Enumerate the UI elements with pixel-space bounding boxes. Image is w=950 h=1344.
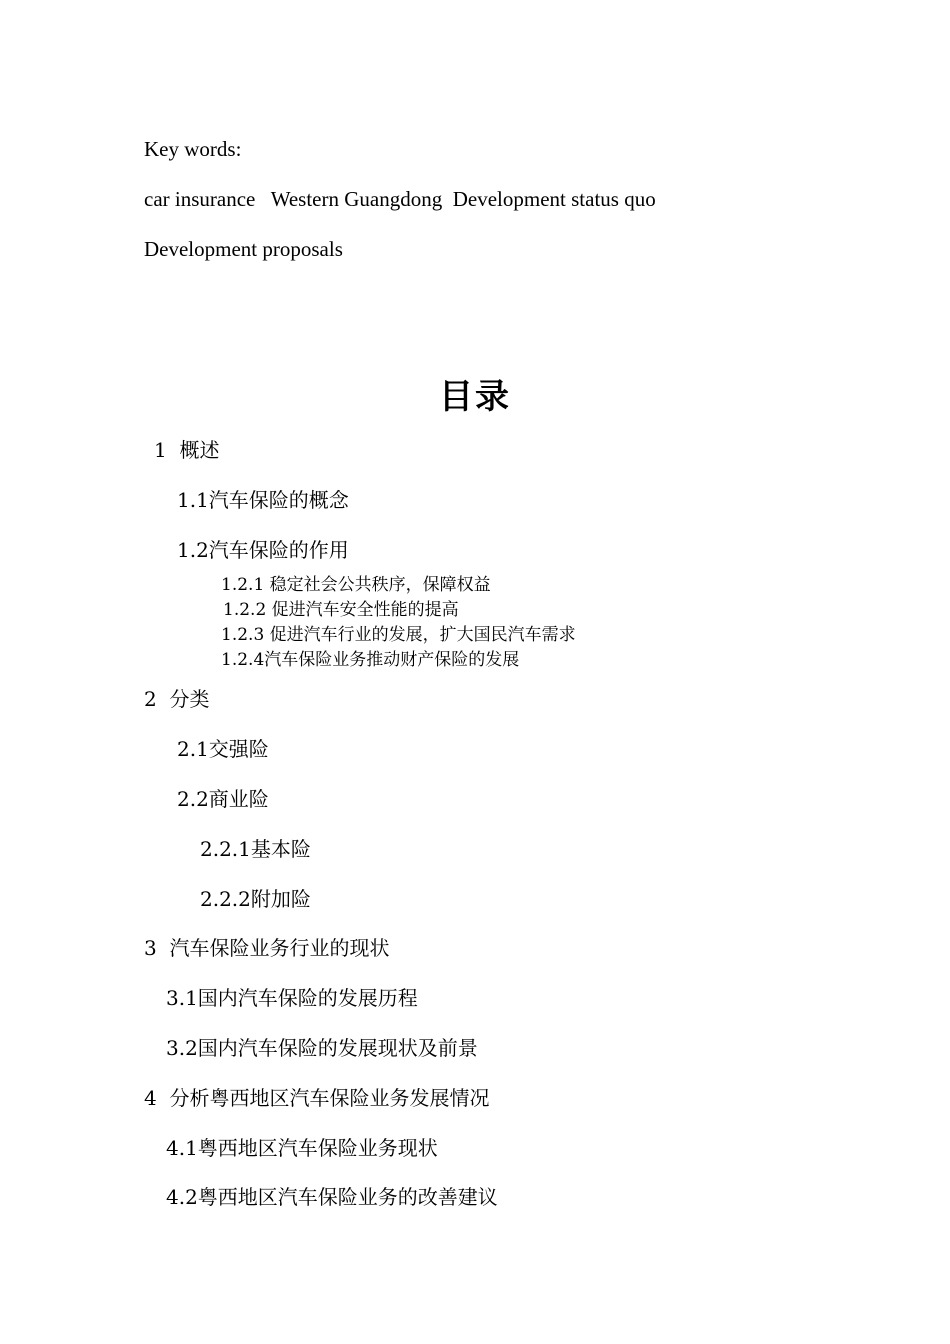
toc-title: 目录 <box>439 377 511 417</box>
toc-entry-3-2[interactable]: 3.2国内汽车保险的发展现状及前景 <box>166 1036 478 1060</box>
toc-entry-1-2[interactable]: 1.2汽车保险的作用 <box>177 538 349 562</box>
keywords-heading: Key words: <box>144 137 242 161</box>
toc-entry-2[interactable]: 2 分类 <box>144 687 210 711</box>
toc-entry-2-2[interactable]: 2.2商业险 <box>177 787 269 811</box>
toc-entry-1[interactable]: 1 概述 <box>154 438 220 462</box>
toc-entry-4[interactable]: 4 分析粤西地区汽车保险业务发展情况 <box>144 1086 490 1110</box>
toc-entry-4-1[interactable]: 4.1粤西地区汽车保险业务现状 <box>166 1136 438 1160</box>
keywords-line-1: car insurance Western Guangdong Development status quo <box>144 187 656 211</box>
toc-entry-1-2-1[interactable]: 1.2.1 稳定社会公共秩序，保障权益 <box>221 575 491 595</box>
toc-entry-1-2-4[interactable]: 1.2.4汽车保险业务推动财产保险的发展 <box>221 650 520 670</box>
keywords-line-2: Development proposals <box>144 237 343 261</box>
toc-entry-2-2-2[interactable]: 2.2.2附加险 <box>200 887 311 911</box>
toc-entry-3[interactable]: 3 汽车保险业务行业的现状 <box>144 936 390 960</box>
toc-entry-2-1[interactable]: 2.1交强险 <box>177 737 269 761</box>
toc-entry-1-2-2[interactable]: 1.2.2 促进汽车安全性能的提高 <box>223 600 459 620</box>
toc-entry-4-2[interactable]: 4.2粤西地区汽车保险业务的改善建议 <box>166 1185 498 1209</box>
toc-entry-3-1[interactable]: 3.1国内汽车保险的发展历程 <box>166 986 418 1010</box>
toc-entry-2-2-1[interactable]: 2.2.1基本险 <box>200 837 311 861</box>
toc-entry-1-1[interactable]: 1.1汽车保险的概念 <box>177 488 349 512</box>
toc-entry-1-2-3[interactable]: 1.2.3 促进汽车行业的发展，扩大国民汽车需求 <box>221 625 576 645</box>
